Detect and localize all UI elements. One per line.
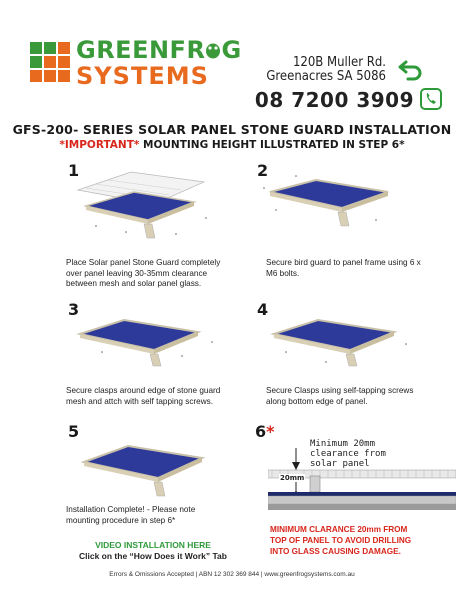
step-4-illustration	[266, 312, 416, 374]
step-4-text: Secure Clasps using self-tapping screws along bottom edge of panel.	[266, 386, 414, 406]
step-3-text: Secure clasps around edge of stone guard mesh and attch with self tapping screws.	[66, 386, 221, 406]
step-5-illustration	[78, 438, 228, 502]
step-3-number: 3	[68, 300, 80, 319]
logo-mark	[30, 42, 70, 82]
step-2-text: Secure bird guard to panel frame using 6 x M6 bolts.	[266, 258, 421, 278]
return-arrow-icon	[396, 58, 424, 82]
address: 120B Muller Rd. Greenacres SA 5086	[266, 55, 386, 84]
step-1-illustration	[56, 168, 221, 254]
logo-line-2: SYSTEMS	[76, 62, 209, 90]
step-5-text: Installation Complete! - Please note mounting procedure in step 6*	[66, 505, 196, 525]
clearance-label: Minimum 20mm clearance from solar panel	[310, 439, 386, 469]
step-2-illustration	[256, 170, 406, 240]
step-2-number: 2	[257, 161, 269, 180]
step-1-text: Place Solar panel Stone Guard completely over panel leaving 30-35mm clearance between mesh and solar panel glass.	[66, 258, 221, 288]
dimension-label: 20mm	[280, 474, 305, 482]
step-5-number: 5	[68, 422, 80, 441]
step-4-number: 4	[257, 300, 269, 319]
footer: Errors & Omissions Accepted | ABN 12 302 369 844 | www.greenfrogsystems.com.au	[109, 571, 355, 578]
phone-icon	[420, 88, 442, 110]
video-link[interactable]: VIDEO INSTALLATION HERE Click on the “How Does it Work” Tab	[79, 540, 227, 561]
step-1-number: 1	[68, 161, 80, 180]
frog-icon	[205, 41, 221, 59]
step-6-number: 6*	[255, 422, 275, 441]
warning-text: MINIMUM CLARANCE 20mm FROM TOP OF PANEL TO AVOID DRILLING INTO GLASS CAUSING DAMAGE.	[270, 525, 412, 556]
clearance-diagram	[268, 448, 456, 520]
page-subtitle: *IMPORTANT* MOUNTING HEIGHT ILLUSTRATED IN STEP 6*	[59, 139, 405, 151]
logo-line-1: GREENFR G	[76, 36, 242, 64]
step-3-illustration	[72, 312, 222, 374]
logo	[76, 38, 242, 88]
phone-number[interactable]: 08 7200 3909	[254, 88, 414, 112]
page-title: GFS-200- SERIES SOLAR PANEL STONE GUARD INSTALLATION	[12, 122, 452, 137]
